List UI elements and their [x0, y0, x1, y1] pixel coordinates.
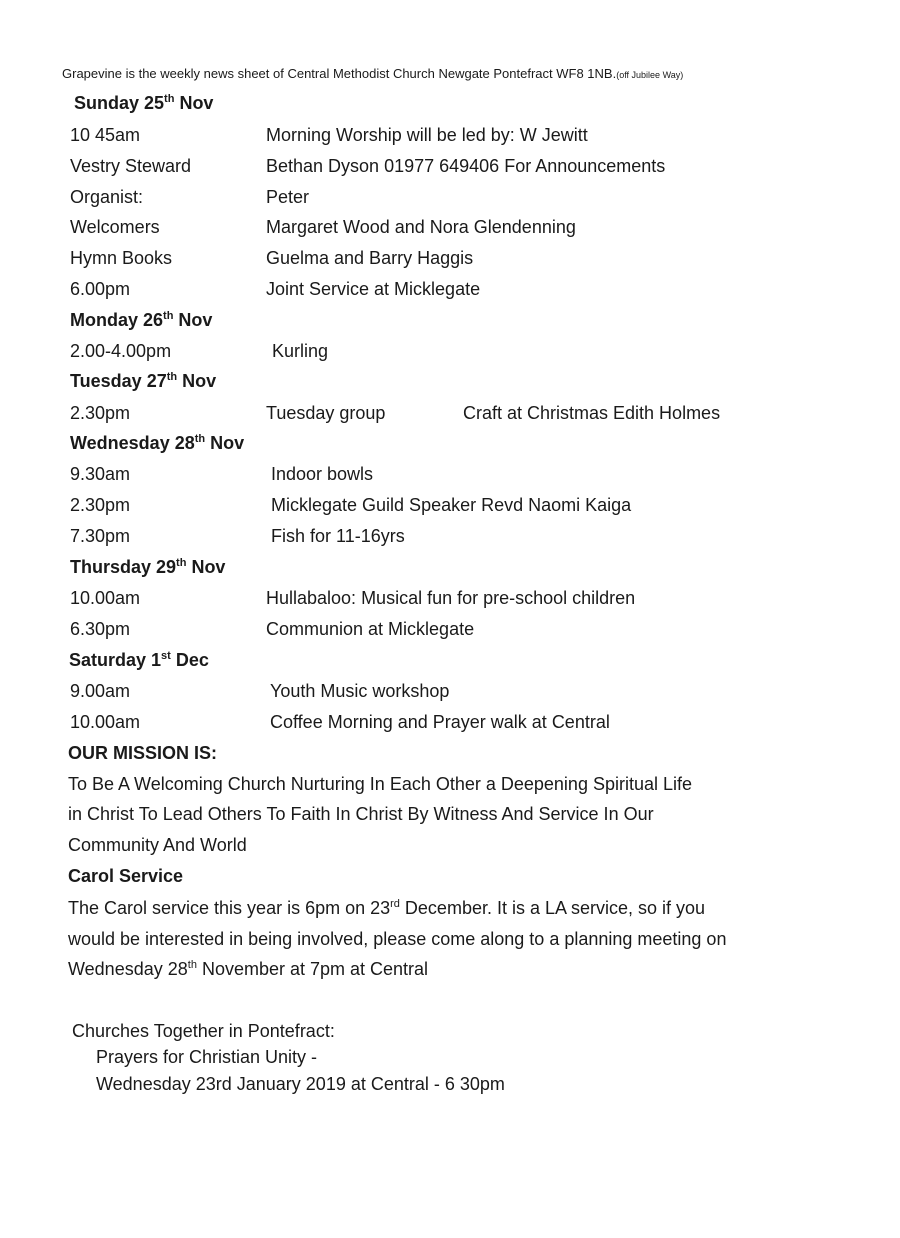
- row-time: Welcomers: [70, 217, 160, 237]
- row-time: 2.00-4.00pm: [70, 341, 172, 361]
- row-text: Guelma and Barry Haggis: [266, 248, 474, 268]
- churches-line: Prayers for Christian Unity -: [96, 1047, 318, 1067]
- day-suffix: th: [176, 557, 187, 569]
- carol-line: [68, 958, 428, 980]
- row-text: Bethan Dyson 01977 649406 For Announcements: [266, 156, 666, 176]
- row-text: Fish for 11-16yrs: [271, 526, 405, 546]
- row-time: 7.30pm: [70, 526, 131, 546]
- day-label: Thursday 29: [70, 557, 177, 577]
- row-text: Morning Worship will be led by: W Jewitt: [266, 125, 588, 145]
- row-text: Coffee Morning and Prayer walk at Central: [270, 712, 610, 732]
- day-heading-monday: [70, 309, 212, 331]
- carol-heading: Carol Service: [68, 866, 184, 886]
- row-text: Kurling: [272, 341, 329, 361]
- row-time: 6.00pm: [70, 279, 131, 299]
- day-label: Tuesday 27: [70, 371, 167, 391]
- intro-line: [62, 66, 683, 81]
- row-text: Indoor bowls: [271, 464, 374, 484]
- row-time: 2.30pm: [70, 495, 131, 515]
- day-heading-sunday: [74, 92, 213, 114]
- intro-text: Grapevine is the weekly news sheet of Central Methodist Church Newgate Pontefract WF8 1NB.: [62, 66, 617, 81]
- day-suffix: th: [166, 371, 178, 383]
- row-text: Communion at Micklegate: [266, 619, 475, 639]
- day-label: Wednesday 28: [70, 433, 195, 453]
- row-time: 10.00am: [70, 712, 141, 732]
- month-label: Nov: [186, 557, 226, 577]
- day-heading-wednesday: [70, 432, 244, 454]
- row-time: 2.30pm: [70, 403, 131, 423]
- row-time: 9.30am: [70, 464, 131, 484]
- carol-line: [68, 897, 705, 919]
- churches-heading: Churches Together in Pontefract:: [72, 1021, 335, 1041]
- carol-text: November at 7pm at Central: [196, 959, 429, 979]
- row-text: Margaret Wood and Nora Glendenning: [266, 217, 576, 237]
- day-suffix: th: [164, 93, 175, 105]
- day-label: Saturday 1: [69, 650, 162, 670]
- row-text: Peter: [266, 187, 310, 207]
- row-extra: Craft at Christmas Edith Holmes: [463, 403, 721, 423]
- carol-text: Wednesday 28: [68, 959, 188, 979]
- day-suffix: th: [194, 433, 206, 445]
- row-time: 9.00am: [70, 681, 131, 701]
- row-text: Joint Service at Micklegate: [266, 279, 481, 299]
- intro-small-note: (off Jubilee Way): [616, 70, 684, 80]
- row-time: 6.30pm: [70, 619, 131, 639]
- day-label: Sunday 25: [74, 93, 165, 113]
- month-label: Nov: [173, 310, 213, 330]
- row-time: Hymn Books: [70, 248, 173, 268]
- month-label: Nov: [174, 93, 214, 113]
- mission-heading: OUR MISSION IS:: [68, 743, 218, 763]
- month-label: Nov: [177, 371, 217, 391]
- day-suffix: st: [161, 650, 171, 662]
- churches-line: Wednesday 23rd January 2019 at Central - 6 30pm: [96, 1074, 505, 1094]
- row-text: Hullabaloo: Musical fun for pre-school children: [266, 588, 636, 608]
- carol-text: December. It is a LA service, so if you: [399, 898, 706, 918]
- row-text: Micklegate Guild Speaker Revd Naomi Kaiga: [271, 495, 632, 515]
- carol-suffix: th: [187, 959, 197, 971]
- row-text: Youth Music workshop: [270, 681, 450, 701]
- month-label: Nov: [205, 433, 245, 453]
- day-heading-tuesday: [70, 370, 216, 392]
- carol-line: would be interested in being involved, please come along to a planning meeting on: [68, 929, 727, 949]
- day-heading-thursday: [70, 556, 225, 578]
- day-label: Monday 26: [70, 310, 164, 330]
- month-label: Dec: [170, 650, 209, 670]
- mission-line: in Christ To Lead Others To Faith In Christ By Witness And Service In Our: [68, 804, 654, 824]
- row-time: 10.00am: [70, 588, 141, 608]
- row-time: Vestry Steward: [70, 156, 192, 176]
- carol-text: The Carol service this year is 6pm on 23: [68, 898, 391, 918]
- mission-line: Community And World: [68, 835, 247, 855]
- day-suffix: th: [163, 310, 174, 322]
- carol-suffix: rd: [390, 898, 400, 910]
- mission-line: To Be A Welcoming Church Nurturing In Each Other a Deepening Spiritual Life: [68, 774, 693, 794]
- day-heading-saturday: [69, 649, 209, 671]
- row-time: Organist:: [70, 187, 144, 207]
- row-text: Tuesday group: [266, 403, 386, 423]
- row-time: 10 45am: [70, 125, 141, 145]
